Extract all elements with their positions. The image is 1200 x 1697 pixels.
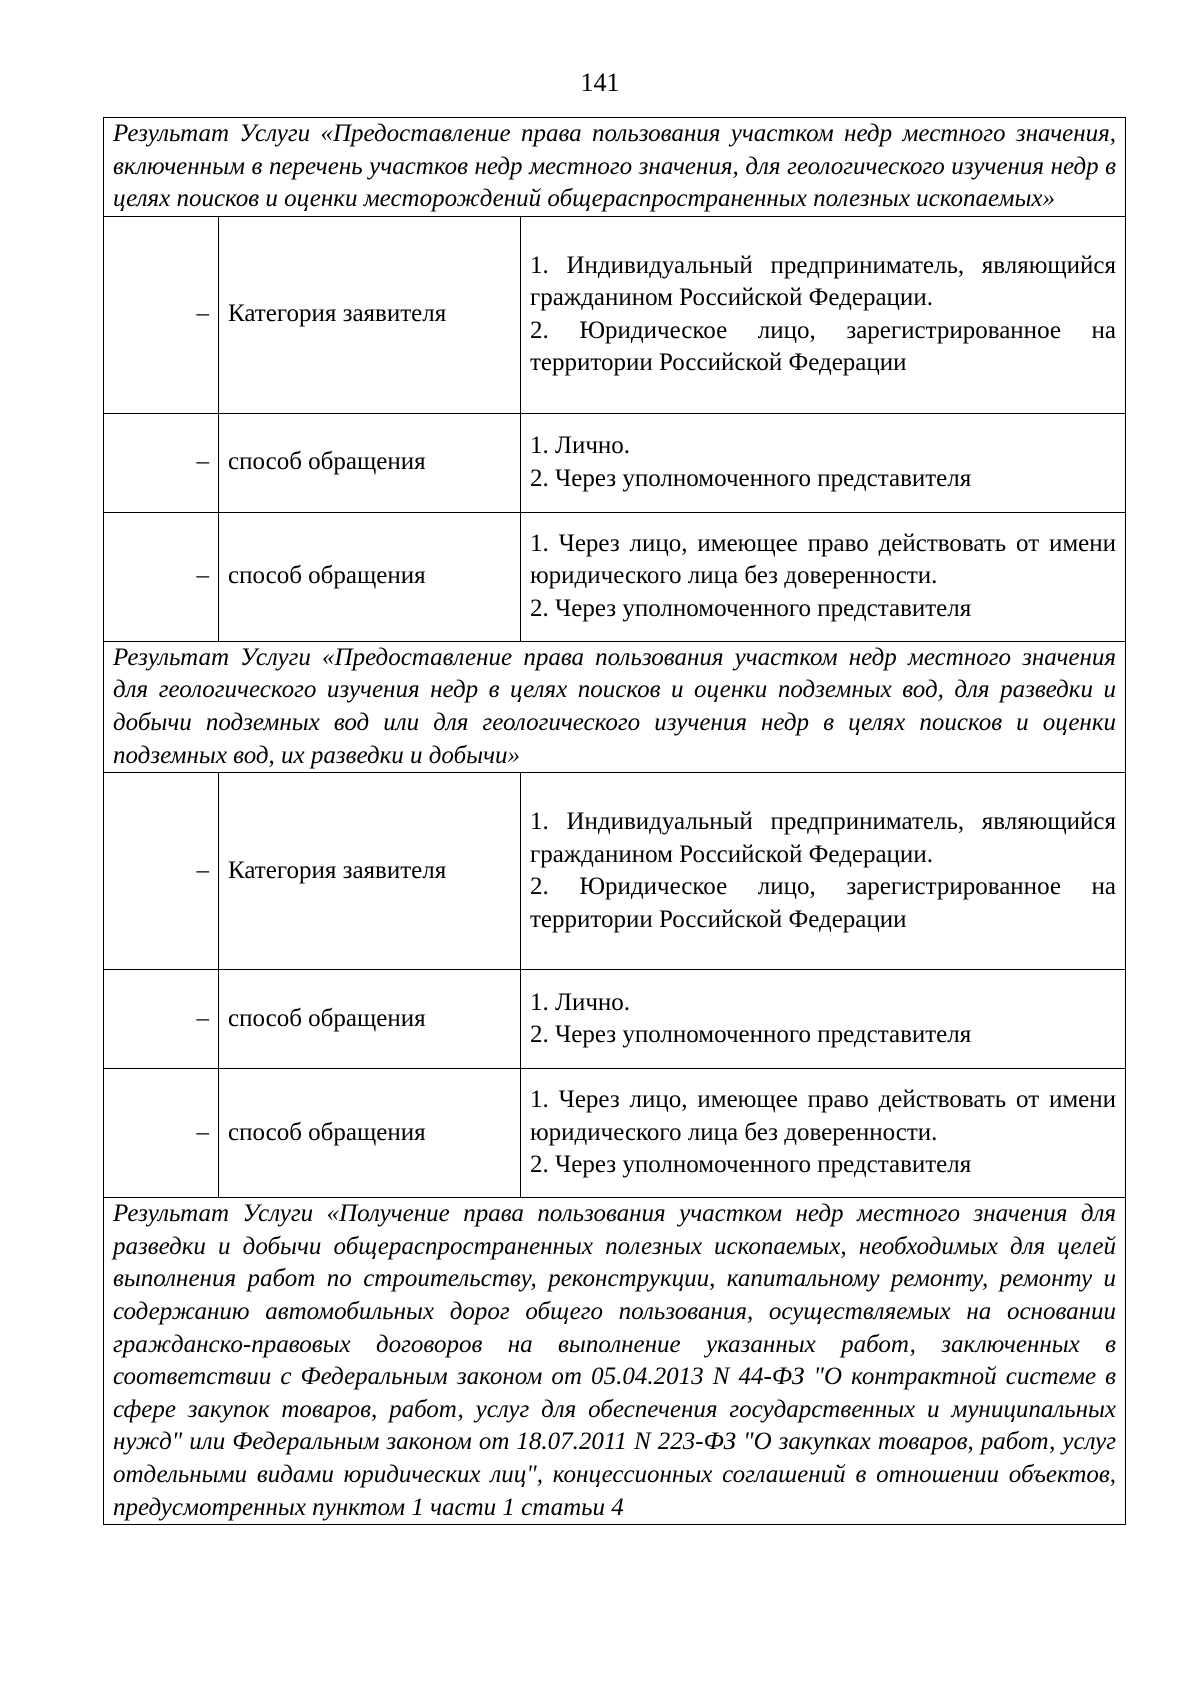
row-dash: – [104, 970, 219, 1069]
row-label: Категория заявителя [219, 216, 521, 413]
value-line: 2. Через уполномоченного представителя [530, 1021, 972, 1049]
row-dash: – [104, 512, 219, 641]
value-line: 2. Через уполномоченного представителя [530, 595, 972, 623]
row-label: способ обращения [219, 970, 521, 1069]
value-line: 2. Юридическое лицо, зарегистрированное на территории Российской Федерации [530, 316, 1117, 377]
row-label: Категория заявителя [219, 773, 521, 970]
value-line: 1. Лично. [530, 988, 631, 1016]
row-dash: – [104, 1069, 219, 1198]
row-value [521, 773, 1126, 970]
page-number: 141 [580, 68, 620, 97]
services-table [103, 117, 1126, 1525]
row-dash: – [104, 216, 219, 413]
row-label: способ обращения [219, 413, 521, 512]
section-title: Результат Услуги «Получение права пользования участком недр местного значения для разведки и добычи общераспространенных полезных ископаемых, необходимых для целей выполнения работ по строительству, реконструкции, капитальному ремонту, ремонту и содержанию автомобильных дорог общего пользования, осуществляемых на основании гражданско-правовых договоров на выполнение указанных работ, заключенных в соответствии с Федеральным законом от 05.04.2013 N 44-ФЗ "О контрактной системе в сфере закупок товаров, работ, услуг для обеспечения государственных и муниципальных нужд" или Федеральным законом от 18.07.2011 N 223-ФЗ "О закупках товаров, работ, услуг отдельными видами юридических лиц", концессионных соглашений в отношении объектов, предусмотренных пунктом 1 части 1 статьи 4 [104, 1198, 1126, 1525]
section-title-row [104, 118, 1126, 217]
row-dash: – [104, 413, 219, 512]
row-value [521, 970, 1126, 1069]
row-value [521, 512, 1126, 641]
value-line: 2. Через уполномоченного представителя [530, 1151, 972, 1179]
value-line: 2. Через уполномоченного представителя [530, 464, 972, 492]
row-value [521, 413, 1126, 512]
row-value [521, 1069, 1126, 1198]
row-label: способ обращения [219, 1069, 521, 1198]
value-line: 1. Лично. [530, 432, 631, 460]
value-line: 1. Индивидуальный предприниматель, являющийся гражданином Российской Федерации. [530, 251, 1117, 312]
section-title-row [104, 1198, 1126, 1525]
table-row [104, 1069, 1126, 1198]
section-title: Результат Услуги «Предоставление права пользования участком недр местного значения для геологического изучения недр в целях поисков и оценки подземных вод, для разведки и добычи подземных вод или для геологического изучения недр в целях поисков и оценки подземных вод, их разведки и добычи» [104, 641, 1126, 772]
value-line: 2. Юридическое лицо, зарегистрированное на территории Российской Федерации [530, 873, 1117, 933]
table-row [104, 773, 1126, 970]
row-label: способ обращения [219, 512, 521, 641]
row-dash: – [104, 773, 219, 970]
section-title: Результат Услуги «Предоставление права пользования участком недр местного значения, включенным в перечень участков недр местного значения, для геологического изучения недр в целях поисков и оценки месторождений общераспространенных полезных ископаемых» [104, 118, 1126, 217]
value-line: 1. Индивидуальный предприниматель, являющийся гражданином Российской Федерации. [530, 807, 1117, 868]
table-row [104, 413, 1126, 512]
table-row [104, 512, 1126, 641]
table-row [104, 970, 1126, 1069]
table-row [104, 216, 1126, 413]
value-line: 1. Через лицо, имеющее право действовать от имени юридического лица без доверенности. [530, 1086, 1117, 1146]
value-line: 1. Через лицо, имеющее право действовать от имени юридического лица без доверенности. [530, 529, 1117, 590]
section-title-row [104, 641, 1126, 772]
row-value [521, 216, 1126, 413]
